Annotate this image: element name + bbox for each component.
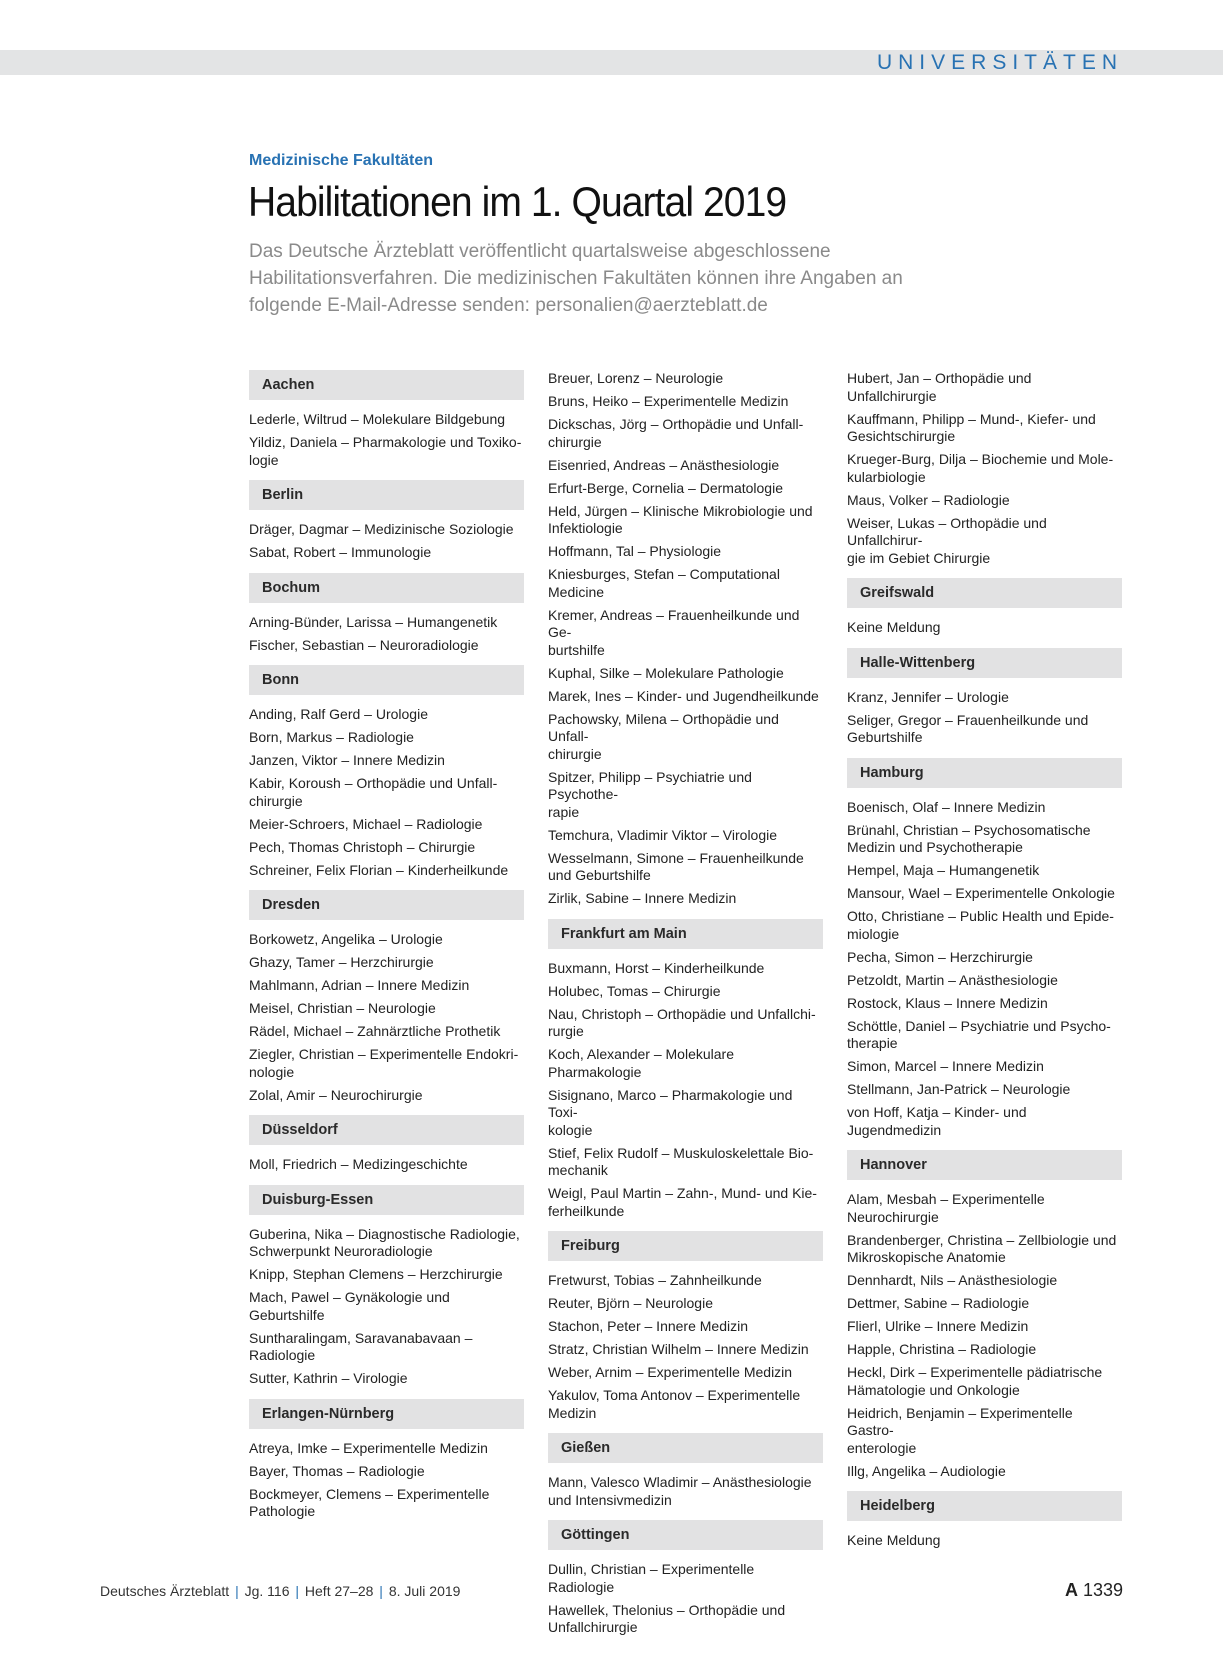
footer-issue: Heft 27–28: [304, 1583, 374, 1599]
entry-line: Rostock, Klaus – Innere Medizin: [847, 994, 1048, 1011]
entry-line: Holubec, Tomas – Chirurgie: [548, 982, 721, 999]
entry-line: Otto, Christiane – Public Health und Epide-: [847, 908, 1114, 924]
entry-line: Sisignano, Marco – Pharmakologie und Toxi-: [548, 1086, 793, 1120]
entry-line: Schwerpunkt Neuroradiologie: [249, 1243, 433, 1259]
entry-line: Petzoldt, Martin – Anästhesiologie: [847, 971, 1058, 988]
habilitation-entry: [548, 416, 823, 451]
habilitation-entry: [548, 503, 823, 538]
university-header: Aachen: [249, 370, 524, 400]
entry-line: Stachon, Peter – Innere Medizin: [548, 1318, 749, 1334]
entry-line: kologie: [548, 1121, 593, 1138]
university-header: Greifswald: [847, 578, 1122, 608]
habilitation-entry: [249, 1463, 524, 1481]
entry-line: Keine Meldung: [847, 619, 941, 635]
entry-line: Mikroskopische Anatomie: [847, 1249, 1006, 1265]
habilitation-entry: [847, 862, 1122, 880]
entry-line: kularbiologie: [847, 468, 926, 485]
university-header: Düsseldorf: [249, 1115, 524, 1145]
habilitation-entry: [249, 931, 524, 949]
entry-line: chirurgie: [249, 792, 303, 809]
habilitation-entry: [847, 1081, 1122, 1099]
university-header: Gießen: [548, 1433, 823, 1463]
habilitation-entry: [847, 411, 1122, 446]
entry-line: Heidrich, Benjamin – Experimentelle Gastro-: [847, 1404, 1073, 1438]
entry-line: Boenisch, Olaf – Innere Medizin: [847, 798, 1046, 815]
habilitation-entry: [548, 1046, 823, 1081]
entry-line: Janzen, Viktor – Innere Medizin: [249, 752, 445, 768]
entry-line: rurgie: [548, 1023, 584, 1039]
habilitation-entry: [847, 1295, 1122, 1313]
footer-separator: |: [295, 1583, 300, 1599]
entry-line: Eisenried, Andreas – Anästhesiologie: [548, 456, 780, 473]
university-header: Erlangen-Nürnberg: [249, 1399, 524, 1429]
entry-line: Arning-Bünder, Larissa – Humangenetik: [249, 613, 498, 630]
university-header: Bonn: [249, 665, 524, 695]
habilitation-entry: [548, 543, 823, 561]
entry-line: Stratz, Christian Wilhelm – Innere Medizin: [548, 1341, 809, 1357]
entry-line: Pachowsky, Milena – Orthopädie und Unfall-: [548, 710, 779, 744]
habilitation-entry: [249, 839, 524, 857]
habilitation-entry: [847, 799, 1122, 817]
habilitation-entry: [548, 1318, 823, 1336]
habilitation-entry: [548, 1364, 823, 1382]
entry-line: Weiser, Lukas – Orthopädie und Unfallchirur-: [847, 514, 1047, 548]
entry-line: Born, Markus – Radiologie: [249, 729, 414, 745]
entry-line: Rädel, Michael – Zahnärztliche Prothetik: [249, 1023, 501, 1039]
entry-line: Marek, Ines – Kinder- und Jugendheilkunde: [548, 687, 819, 704]
habilitation-entry: [548, 1272, 823, 1290]
habilitation-entry: [847, 1463, 1122, 1481]
habilitation-entry: [847, 451, 1122, 486]
habilitation-entry: [548, 1341, 823, 1359]
article-kicker: Medizinische Fakultäten: [249, 152, 434, 169]
university-header: Bochum: [249, 573, 524, 603]
entry-line: Pathologie: [249, 1503, 316, 1519]
entry-line: therapie: [847, 1035, 898, 1051]
entry-line: Unfallchirurgie: [548, 1619, 638, 1635]
footer-separator: |: [235, 1583, 239, 1599]
entry-line: Held, Jürgen – Klinische Mikrobiologie und: [548, 502, 813, 519]
entry-line: Mann, Valesco Wladimir – Anästhesiologie: [548, 1474, 812, 1490]
university-header: Freiburg: [548, 1231, 823, 1261]
entry-line: Seliger, Gregor – Frauenheilkunde und: [847, 711, 1089, 728]
university-header: Hannover: [847, 1150, 1122, 1180]
habilitation-entry: [548, 1561, 823, 1596]
habilitation-entry: [249, 729, 524, 747]
university-header: Duisburg-Essen: [249, 1185, 524, 1215]
entry-line: Dickschas, Jörg – Orthopädie und Unfall-: [548, 416, 804, 432]
entry-line: Borkowetz, Angelika – Urologie: [249, 931, 443, 947]
entry-line: Illg, Angelika – Audiologie: [847, 1462, 1006, 1479]
habilitation-entry: [548, 480, 823, 498]
habilitation-entry: [249, 1289, 524, 1324]
habilitation-entry: [847, 370, 1122, 405]
entry-line: Gesichtschirurgie: [847, 428, 956, 444]
habilitation-entry: [847, 1104, 1122, 1139]
habilitation-entry: [249, 614, 524, 632]
habilitation-entry: [847, 1405, 1122, 1458]
entry-line: Keine Meldung: [847, 1532, 941, 1548]
habilitation-entry: [548, 393, 823, 411]
habilitation-entry: [249, 977, 524, 995]
entry-line: Maus, Volker – Radiologie: [847, 491, 1010, 508]
entry-line: Bockmeyer, Clemens – Experimentelle: [249, 1485, 490, 1502]
habilitation-entry: [548, 960, 823, 978]
entry-line: Infektiologie: [548, 520, 623, 536]
entry-line: nologie: [249, 1063, 295, 1080]
habilitation-entry: [548, 688, 823, 706]
entry-line: Fischer, Sebastian – Neuroradiologie: [249, 636, 479, 653]
entry-line: Dennhardt, Nils – Anästhesiologie: [847, 1272, 1058, 1288]
university-header: Berlin: [249, 480, 524, 510]
entry-line: Hubert, Jan – Orthopädie und Unfallchirurgie: [847, 370, 1032, 404]
habilitation-entry: [548, 457, 823, 475]
listing-column-1: [249, 370, 524, 1526]
habilitation-entry: [249, 1000, 524, 1018]
entry-line: Suntharalingam, Saravanabavaan – Radiologie: [249, 1329, 473, 1363]
entry-line: logie: [249, 451, 279, 468]
entry-line: Dullin, Christian – Experimentelle Radiologie: [548, 1561, 755, 1595]
footer-citation: [100, 1583, 460, 1599]
entry-line: und Geburtshilfe: [548, 867, 651, 883]
entry-line: Wesselmann, Simone – Frauenheilkunde: [548, 849, 804, 866]
entry-line: Kremer, Andreas – Frauenheilkunde und Ge-: [548, 606, 800, 640]
entry-line: Temchura, Vladimir Viktor – Virologie: [548, 826, 778, 843]
habilitation-entry: [249, 1046, 524, 1081]
habilitation-entry: [249, 521, 524, 539]
entry-line: Ghazy, Tamer – Herzchirurgie: [249, 954, 434, 970]
entry-line: ferheilkunde: [548, 1202, 625, 1219]
entry-line: Lederle, Wiltrud – Molekulare Bildgebung: [249, 411, 506, 427]
habilitation-entry: [249, 1370, 524, 1388]
entry-line: Brünahl, Christian – Psychosomatische: [847, 821, 1091, 838]
entry-line: Meier-Schroers, Michael – Radiologie: [249, 815, 483, 832]
habilitation-entry: [548, 769, 823, 822]
entry-line: Weigl, Paul Martin – Zahn-, Mund- und Kie-: [548, 1185, 817, 1201]
habilitation-entry: [249, 1156, 524, 1174]
habilitation-entry: [249, 1226, 524, 1261]
habilitation-entry: [249, 816, 524, 834]
intro-line: Habilitationsverfahren. Die medizinischen Fakultäten können ihre Angaben an: [249, 268, 903, 289]
entry-line: Kauffmann, Philipp – Mund-, Kiefer- und: [847, 410, 1096, 427]
entry-line: Bruns, Heiko – Experimentelle Medizin: [548, 393, 789, 409]
entry-line: Buxmann, Horst – Kinderheilkunde: [548, 959, 765, 976]
footer-separator: |: [379, 1583, 383, 1599]
habilitation-entry: [548, 1295, 823, 1313]
habilitation-entry: [847, 822, 1122, 857]
entry-line: Sutter, Kathrin – Virologie: [249, 1370, 408, 1386]
entry-line: Dettmer, Sabine – Radiologie: [847, 1295, 1030, 1311]
habilitation-entry: [847, 619, 1122, 637]
article-intro: [249, 238, 1009, 319]
entry-line: Brandenberger, Christina – Zellbiologie und: [847, 1231, 1117, 1248]
habilitation-entry: [548, 1145, 823, 1180]
habilitation-entry: [548, 1387, 823, 1422]
article-title: Habilitationen im 1. Quartal 2019: [248, 178, 787, 225]
intro-line: folgende E-Mail-Adresse senden: personalien@aerzteblatt.de: [249, 295, 768, 316]
entry-line: Knipp, Stephan Clemens – Herzchirurgie: [249, 1266, 503, 1282]
listing-column-2: [548, 370, 823, 1642]
entry-line: Anding, Ralf Gerd – Urologie: [249, 706, 428, 722]
habilitation-entry: [847, 1318, 1122, 1336]
entry-line: Zirlik, Sabine – Innere Medizin: [548, 890, 737, 906]
habilitation-entry: [548, 1602, 823, 1637]
entry-line: Sabat, Robert – Immunologie: [249, 544, 432, 560]
habilitation-entry: [249, 752, 524, 770]
intro-line: Das Deutsche Ärzteblatt veröffentlicht quartalsweise abgeschlossene: [249, 241, 831, 262]
university-header: Hamburg: [847, 758, 1122, 788]
habilitation-entry: [847, 885, 1122, 903]
habilitation-entry: [249, 544, 524, 562]
entry-line: gie im Gebiet Chirurgie: [847, 549, 991, 566]
habilitation-entry: [249, 637, 524, 655]
entry-line: Happle, Christina – Radiologie: [847, 1341, 1037, 1357]
university-header: Dresden: [249, 890, 524, 920]
habilitation-entry: [548, 665, 823, 683]
entry-line: miologie: [847, 925, 900, 942]
entry-line: Hempel, Maja – Humangenetik: [847, 862, 1040, 878]
entry-line: Ziegler, Christian – Experimentelle Endokri-: [249, 1046, 519, 1062]
habilitation-entry: [249, 706, 524, 724]
entry-line: Stellmann, Jan-Patrick – Neurologie: [847, 1081, 1071, 1097]
entry-line: Mach, Pawel – Gynäkologie und Geburtshilfe: [249, 1289, 450, 1323]
entry-line: Pecha, Simon – Herzchirurgie: [847, 948, 1033, 965]
entry-line: Yakulov, Toma Antonov – Experimentelle: [548, 1387, 801, 1403]
habilitation-entry: [548, 850, 823, 885]
entry-line: chirurgie: [548, 745, 602, 762]
habilitation-entry: [548, 827, 823, 845]
habilitation-entry: [548, 1185, 823, 1220]
habilitation-entry: [249, 1023, 524, 1041]
entry-line: Zolal, Amir – Neurochirurgie: [249, 1086, 423, 1103]
page-prefix: A: [1064, 1580, 1078, 1600]
habilitation-entry: [548, 983, 823, 1001]
habilitation-entry: [548, 566, 823, 601]
habilitation-entry: [249, 775, 524, 810]
entry-line: Schreiner, Felix Florian – Kinderheilkunde: [249, 861, 509, 878]
section-label: UNIVERSITÄTEN: [876, 51, 1123, 74]
university-header: Halle-Wittenberg: [847, 648, 1122, 678]
entry-line: Hämatologie und Onkologie: [847, 1381, 1020, 1398]
entry-line: Mahlmann, Adrian – Innere Medizin: [249, 977, 470, 993]
entry-line: Atreya, Imke – Experimentelle Medizin: [249, 1439, 488, 1456]
page-number-value: 1339: [1082, 1580, 1123, 1600]
habilitation-entry: [847, 908, 1122, 943]
habilitation-entry: [847, 949, 1122, 967]
entry-line: Geburtshilfe: [847, 729, 923, 745]
habilitation-entry: [249, 1266, 524, 1284]
habilitation-entry: [249, 1486, 524, 1521]
entry-line: Medizin und Psychotherapie: [847, 839, 1023, 855]
entry-line: Medizin: [548, 1404, 597, 1421]
entry-line: Kniesburges, Stefan – Computational Medicine: [548, 566, 780, 600]
habilitation-entry: [847, 1232, 1122, 1267]
habilitation-entry: [847, 972, 1122, 990]
entry-line: Reuter, Björn – Neurologie: [548, 1295, 713, 1311]
entry-line: Hawellek, Thelonius – Orthopädie und: [548, 1601, 786, 1618]
entry-line: Alam, Mesbah – Experimentelle Neurochirurgie: [847, 1191, 1045, 1225]
entry-line: Flierl, Ulrike – Innere Medizin: [847, 1318, 1029, 1334]
entry-line: Kuphal, Silke – Molekulare Pathologie: [548, 664, 784, 681]
habilitation-entry: [249, 954, 524, 972]
entry-line: Guberina, Nika – Diagnostische Radiologie,: [249, 1225, 520, 1242]
habilitation-entry: [548, 1087, 823, 1140]
entry-line: enterologie: [847, 1439, 917, 1456]
habilitation-entry: [847, 1532, 1122, 1550]
habilitation-entry: [847, 515, 1122, 568]
entry-line: mechanik: [548, 1162, 608, 1178]
habilitation-entry: [847, 995, 1122, 1013]
university-header: Frankfurt am Main: [548, 919, 823, 949]
page-number: [1065, 1580, 1123, 1601]
habilitation-entry: [847, 712, 1122, 747]
habilitation-entry: [847, 689, 1122, 707]
entry-line: Mansour, Wael – Experimentelle Onkologie: [847, 885, 1115, 901]
entry-line: Stief, Felix Rudolf – Muskuloskelettale Bio-: [548, 1144, 814, 1161]
habilitation-entry: [249, 1330, 524, 1365]
entry-line: rapie: [548, 803, 580, 820]
entry-line: Breuer, Lorenz – Neurologie: [548, 370, 724, 386]
entry-line: von Hoff, Katja – Kinder- und Jugendmedizin: [847, 1104, 1027, 1138]
entry-line: Moll, Friedrich – Medizingeschichte: [249, 1156, 468, 1172]
habilitation-entry: [249, 411, 524, 429]
footer-volume: Jg. 116: [244, 1583, 290, 1599]
entry-line: Schöttle, Daniel – Psychiatrie und Psycho-: [847, 1017, 1111, 1034]
university-header: Göttingen: [548, 1520, 823, 1550]
entry-line: Yildiz, Daniela – Pharmakologie und Toxiko-: [249, 434, 522, 450]
habilitation-entry: [548, 370, 823, 388]
entry-line: Heckl, Dirk – Experimentelle pädiatrische: [847, 1364, 1103, 1380]
entry-line: Nau, Christoph – Orthopädie und Unfallchi-: [548, 1005, 816, 1022]
habilitation-entry: [548, 890, 823, 908]
entry-line: burtshilfe: [548, 641, 605, 658]
entry-line: Pech, Thomas Christoph – Chirurgie: [249, 838, 476, 855]
footer-journal: Deutsches Ärzteblatt: [100, 1583, 230, 1599]
habilitation-entry: [249, 1440, 524, 1458]
entry-line: Fretwurst, Tobias – Zahnheilkunde: [548, 1272, 762, 1288]
entry-line: Bayer, Thomas – Radiologie: [249, 1462, 425, 1479]
habilitation-entry: [249, 1087, 524, 1105]
habilitation-entry: [847, 1058, 1122, 1076]
habilitation-entry: [847, 1191, 1122, 1226]
habilitation-entry: [548, 1006, 823, 1041]
entry-line: chirurgie: [548, 433, 602, 450]
entry-line: Krueger-Burg, Dilja – Biochemie und Mole-: [847, 451, 1114, 467]
university-header: Heidelberg: [847, 1491, 1122, 1521]
habilitation-entry: [847, 492, 1122, 510]
entry-line: Dräger, Dagmar – Medizinische Soziologie: [249, 521, 514, 537]
habilitation-entry: [847, 1272, 1122, 1290]
habilitation-entry: [847, 1018, 1122, 1053]
entry-line: Koch, Alexander – Molekulare Pharmakologie: [548, 1046, 734, 1080]
entry-line: Meisel, Christian – Neurologie: [249, 1000, 436, 1016]
entry-line: Spitzer, Philipp – Psychiatrie und Psychothe-: [548, 768, 752, 802]
entry-line: Weber, Arnim – Experimentelle Medizin: [548, 1364, 793, 1380]
entry-line: Hoffmann, Tal – Physiologie: [548, 543, 722, 559]
habilitation-entry: [249, 862, 524, 880]
habilitation-entry: [847, 1364, 1122, 1399]
entry-line: Kranz, Jennifer – Urologie: [847, 688, 1009, 705]
habilitation-entry: [548, 607, 823, 660]
footer-date: 8. Juli 2019: [388, 1583, 461, 1599]
entry-line: und Intensivmedizin: [548, 1491, 672, 1508]
habilitation-entry: [548, 711, 823, 764]
habilitation-entry: [847, 1341, 1122, 1359]
habilitation-entry: [548, 1474, 823, 1509]
entry-line: Erfurt-Berge, Cornelia – Dermatologie: [548, 479, 783, 496]
entry-line: Kabir, Koroush – Orthopädie und Unfall-: [249, 775, 498, 791]
habilitation-entry: [249, 434, 524, 469]
listing-column-3: [847, 370, 1122, 1555]
entry-line: Simon, Marcel – Innere Medizin: [847, 1058, 1044, 1074]
